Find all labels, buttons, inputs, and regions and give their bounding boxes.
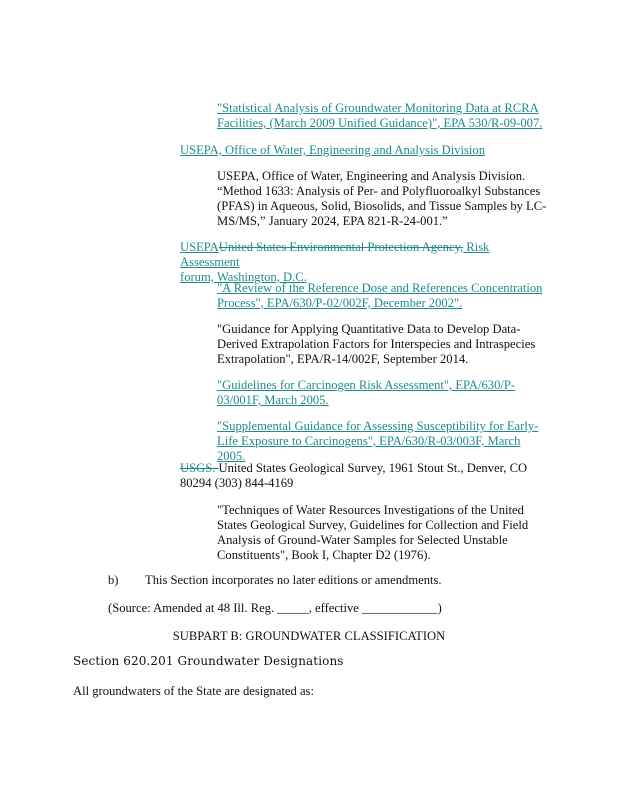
reference-line: "A Review of the Reference Dose and References Concentration <box>217 281 543 295</box>
reference-line: “Method 1633: Analysis of Per- and Polyfluoroalkyl Substances <box>217 184 541 198</box>
reference-line: Constituents", Book I, Chapter D2 (1976). <box>217 548 431 562</box>
agency-heading-usgs <box>180 461 550 491</box>
deleted-text: USGS. <box>180 461 219 475</box>
section-heading: Section 620.201 Groundwater Designations <box>73 654 344 668</box>
subpart-heading: SUBPART B: GROUNDWATER CLASSIFICATION <box>172 629 446 643</box>
subsection-b-marker: b) <box>108 573 119 587</box>
inserted-text: USEPA <box>180 240 219 254</box>
reference-line: Derived Extrapolation Factors for Interspecies and Intraspecies <box>217 337 536 351</box>
reference-data-derived-extrapolation <box>217 322 550 367</box>
deleted-text: United States Environmental Protection Agency, <box>218 240 464 254</box>
reference-line: "Guidance for Applying Quantitative Data to Develop Data- <box>217 322 521 336</box>
reference-rfd-review <box>217 281 550 311</box>
reference-twri <box>217 503 550 563</box>
agency-heading-risk-assessment-forum <box>180 240 550 285</box>
agency-heading-owea <box>180 143 550 158</box>
source-note: (Source: Amended at 48 Ill. Reg. _____, effective ____________) <box>108 601 442 615</box>
agency-heading-line <box>180 240 550 270</box>
reference-line: "Statistical Analysis of Groundwater Monitoring Data at RCRA <box>217 101 539 115</box>
reference-method-1633 <box>217 169 550 229</box>
reference-line: 03/001F, March 2005. <box>217 393 329 407</box>
reference-line: MS/MS,” January 2024, EPA 821-R-24-001.” <box>217 214 448 228</box>
reference-line: (PFAS) in Aqueous, Solid, Biosolids, and Tissue Samples by LC- <box>217 199 547 213</box>
reference-line: Life Exposure to Carcinogens", EPA/630/R-03/003F, March 2005. <box>217 434 521 463</box>
reference-line: Extrapolation", EPA/R-14/002F, September 2014. <box>217 352 469 366</box>
reference-line: States Geological Survey, Guidelines for Collection and Field <box>217 518 529 532</box>
reference-line: Process", EPA/630/P-02/002F, December 2002". <box>217 296 463 310</box>
reference-carcinogen-guidelines <box>217 378 550 408</box>
reference-supplemental-guidance <box>217 419 550 464</box>
reference-line: Analysis of Ground-Water Samples for Selected Unstable <box>217 533 508 547</box>
reference-line: "Guidelines for Carcinogen Risk Assessment", EPA/630/P- <box>217 378 516 392</box>
agency-heading-text: United States Geological Survey, 1961 Stout St., Denver, CO <box>218 461 528 475</box>
reference-rcra-unified-guidance <box>217 101 550 131</box>
section-body-text: All groundwaters of the State are designated as: <box>73 684 314 698</box>
agency-heading-text: USEPA, Office of Water, Engineering and Analysis Division <box>180 143 486 157</box>
agency-heading-line: forum, Washington, D.C. <box>180 270 307 284</box>
agency-heading-line <box>180 461 550 476</box>
agency-heading-line: 80294 (303) 844-4169 <box>180 476 294 490</box>
reference-line: "Supplemental Guidance for Assessing Susceptibility for Early- <box>217 419 539 433</box>
inserted-text: Risk Assessment <box>180 240 490 269</box>
subsection-b-text: This Section incorporates no later editions or amendments. <box>145 573 442 587</box>
reference-line: Facilities, (March 2009 Unified Guidance)", EPA 530/R-09-007. <box>217 116 543 130</box>
reference-line: "Techniques of Water Resources Investigations of the United <box>217 503 524 517</box>
reference-line: USEPA, Office of Water, Engineering and Analysis Division. <box>217 169 526 183</box>
